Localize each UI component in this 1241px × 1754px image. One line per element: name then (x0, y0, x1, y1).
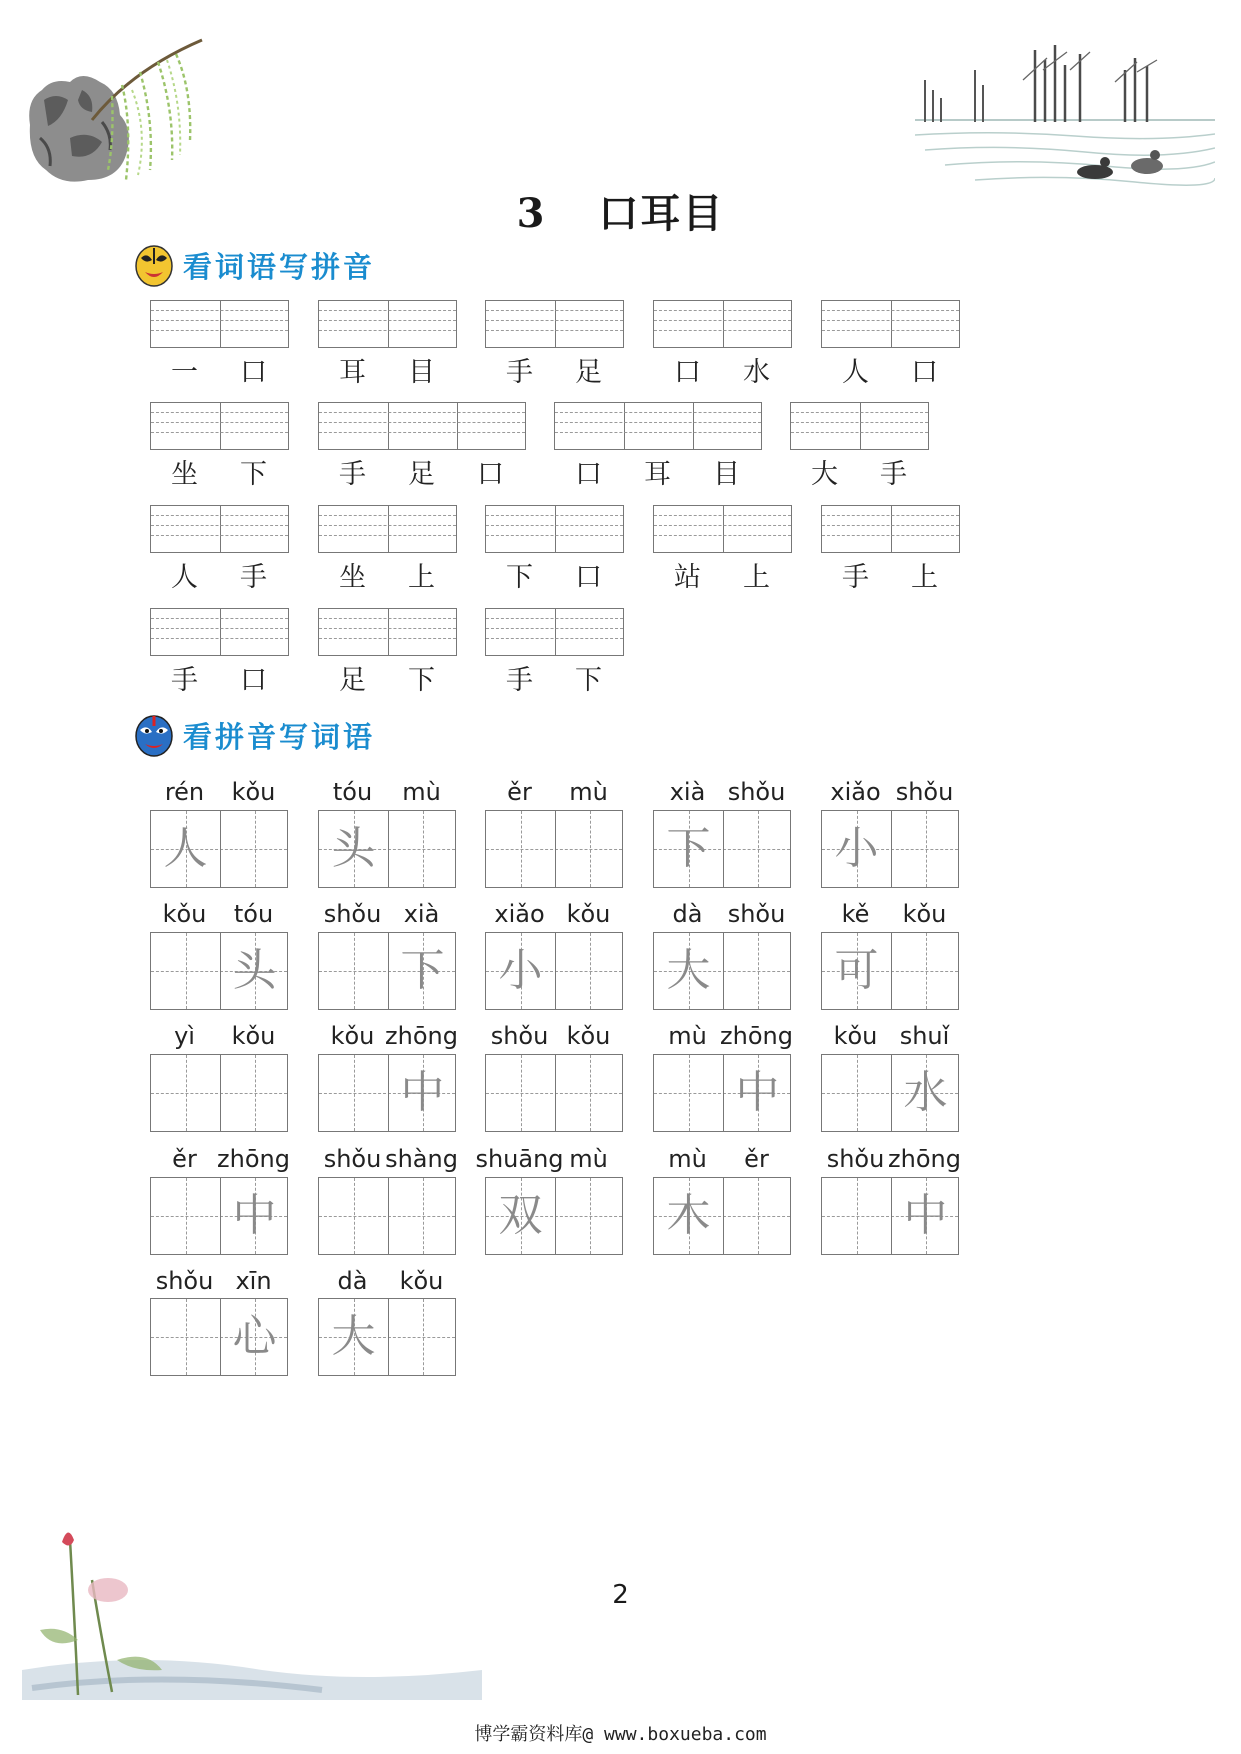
hint-character: 中 (903, 1190, 948, 1241)
rock-willow-painting (22, 30, 212, 190)
pinyin-label: zhōng (888, 1145, 961, 1173)
word-char: 手 (506, 665, 533, 696)
pinyin-answer-box[interactable] (821, 300, 960, 348)
pinyin-label: mù (569, 778, 608, 806)
word-char: 耳 (339, 357, 366, 388)
pinyin-label: xià (403, 900, 440, 928)
pinyin-label: rén (164, 778, 205, 806)
character-grid-box[interactable] (485, 810, 623, 888)
word-char: 下 (408, 665, 435, 696)
lesson-title: 口耳目 (598, 190, 725, 237)
pinyin-label: kǒu (902, 900, 947, 928)
pinyin-label: shǒu (323, 1145, 382, 1173)
hint-character: 木 (666, 1190, 711, 1241)
pinyin-label: kǒu (330, 1022, 375, 1050)
pinyin-label: mù (402, 778, 441, 806)
pinyin-label: shuāng (475, 1145, 564, 1173)
character-grid-box[interactable] (485, 1177, 623, 1255)
hint-character: 双 (498, 1190, 543, 1241)
pinyin-label: shàng (385, 1145, 458, 1173)
word-char: 足 (575, 357, 602, 388)
word-char: 上 (911, 562, 938, 593)
pinyin-label: tóu (233, 900, 274, 928)
character-grid-box[interactable] (150, 1298, 288, 1376)
character-grid-box[interactable] (150, 1177, 288, 1255)
section-header-2 (133, 710, 375, 760)
character-grid-box[interactable] (821, 1054, 959, 1132)
pinyin-label: xiǎo (830, 778, 881, 806)
word-char: 口 (911, 357, 938, 388)
pinyin-label: kǒu (566, 1022, 611, 1050)
word-char: 口 (674, 357, 701, 388)
hint-character: 中 (400, 1067, 445, 1118)
word-char: 口 (240, 665, 267, 696)
pinyin-label: zhōng (217, 1145, 290, 1173)
pinyin-label: kǒu (231, 778, 276, 806)
word-char: 足 (339, 665, 366, 696)
hint-character: 中 (232, 1190, 277, 1241)
character-grid-box[interactable] (318, 1298, 456, 1376)
word-char: 坐 (171, 459, 198, 490)
word-char: 目 (713, 459, 740, 490)
pinyin-label: shǒu (155, 1267, 214, 1295)
word-char: 手 (506, 357, 533, 388)
word-char: 足 (408, 459, 435, 490)
pinyin-label: dà (337, 1267, 368, 1295)
pinyin-label: mù (668, 1022, 707, 1050)
word-char: 口 (477, 459, 504, 490)
pinyin-answer-box[interactable] (318, 608, 457, 656)
character-grid-box[interactable] (318, 1054, 456, 1132)
character-grid-box[interactable] (821, 932, 959, 1010)
character-grid-box[interactable] (150, 1054, 288, 1132)
word-char: 手 (171, 665, 198, 696)
opera-mask-blue-icon (133, 712, 175, 758)
lesson-number: 3 (516, 190, 547, 237)
pinyin-label: kǒu (231, 1022, 276, 1050)
word-char: 下 (240, 459, 267, 490)
lotus-painting (22, 1520, 492, 1710)
hint-character: 可 (834, 945, 879, 996)
word-char: 目 (408, 357, 435, 388)
pinyin-label: shǒu (826, 1145, 885, 1173)
pinyin-label: kǒu (833, 1022, 878, 1050)
hint-character: 大 (331, 1311, 376, 1362)
hint-character: 下 (666, 823, 711, 874)
character-grid-box[interactable] (318, 1177, 456, 1255)
word-char: 口 (575, 459, 602, 490)
pinyin-answer-box[interactable] (318, 300, 457, 348)
pinyin-label: zhōng (720, 1022, 793, 1050)
character-grid-box[interactable] (150, 932, 288, 1010)
hint-character: 头 (232, 945, 277, 996)
hint-character: 心 (232, 1311, 277, 1362)
opera-mask-yellow-icon (133, 242, 175, 288)
pinyin-label: ěr (744, 1145, 769, 1173)
pinyin-label: kǒu (162, 900, 207, 928)
pinyin-answer-box[interactable] (653, 300, 792, 348)
pinyin-answer-box[interactable] (318, 402, 526, 450)
section-header-1 (133, 240, 375, 290)
word-char: 水 (743, 357, 770, 388)
pinyin-label: xīn (235, 1267, 272, 1295)
pinyin-answer-box[interactable] (485, 505, 624, 553)
word-char: 人 (171, 562, 198, 593)
hint-character: 大 (666, 945, 711, 996)
pinyin-answer-box[interactable] (318, 505, 457, 553)
word-char: 坐 (339, 562, 366, 593)
section-label-2: 看拼音写词语 (183, 719, 376, 754)
character-grid-box[interactable] (318, 810, 456, 888)
pinyin-label: dà (672, 900, 703, 928)
character-grid-box[interactable] (485, 1054, 623, 1132)
word-char: 手 (880, 459, 907, 490)
page-number: 2 (612, 1580, 629, 1610)
pinyin-label: mù (668, 1145, 707, 1173)
section-label-1: 看词语写拼音 (183, 249, 376, 284)
hint-character: 人 (163, 823, 208, 874)
character-grid-box[interactable] (821, 810, 959, 888)
pinyin-label: ěr (172, 1145, 197, 1173)
word-char: 站 (674, 562, 701, 593)
pinyin-answer-box[interactable] (790, 402, 929, 450)
word-char: 口 (575, 562, 602, 593)
character-grid-box[interactable] (653, 1054, 791, 1132)
pinyin-label: tóu (332, 778, 373, 806)
pinyin-label: shuǐ (899, 1022, 950, 1050)
hint-character: 小 (834, 823, 879, 874)
word-char: 耳 (644, 459, 671, 490)
hint-character: 水 (903, 1067, 948, 1118)
pinyin-answer-box[interactable] (150, 402, 289, 450)
character-grid-box[interactable] (653, 810, 791, 888)
pinyin-answer-box[interactable] (554, 402, 762, 450)
pinyin-label: kǒu (399, 1267, 444, 1295)
word-char: 上 (408, 562, 435, 593)
footer-watermark-text: 博学霸资料库@ www.boxueba.com (474, 1724, 767, 1745)
word-char: 上 (743, 562, 770, 593)
word-char: 人 (842, 357, 869, 388)
word-char: 一 (171, 357, 198, 388)
pinyin-label: yì (174, 1022, 195, 1050)
hint-character: 中 (735, 1067, 780, 1118)
pinyin-answer-box[interactable] (150, 300, 289, 348)
pinyin-label: shǒu (727, 778, 786, 806)
hint-character: 小 (498, 945, 543, 996)
pinyin-label: ěr (507, 778, 532, 806)
pinyin-label: shǒu (727, 900, 786, 928)
pinyin-label: mù (569, 1145, 608, 1173)
pinyin-label: kǒu (566, 900, 611, 928)
character-grid-box[interactable] (150, 810, 288, 888)
pinyin-label: zhōng (385, 1022, 458, 1050)
pinyin-answer-box[interactable] (150, 608, 289, 656)
word-char: 大 (811, 459, 838, 490)
character-grid-box[interactable] (653, 1177, 791, 1255)
hint-character: 下 (400, 945, 445, 996)
pinyin-answer-box[interactable] (150, 505, 289, 553)
pinyin-label: xiǎo (494, 900, 545, 928)
page-title (0, 182, 1241, 239)
word-char: 下 (506, 562, 533, 593)
pinyin-answer-box[interactable] (821, 505, 960, 553)
pinyin-answer-box[interactable] (653, 505, 792, 553)
pinyin-label: shǒu (323, 900, 382, 928)
word-char: 口 (240, 357, 267, 388)
pinyin-answer-box[interactable] (485, 608, 624, 656)
character-grid-box[interactable] (485, 932, 623, 1010)
word-char: 手 (842, 562, 869, 593)
pinyin-label: xià (669, 778, 706, 806)
hint-character: 头 (331, 823, 376, 874)
pinyin-answer-box[interactable] (485, 300, 624, 348)
character-grid-box[interactable] (653, 932, 791, 1010)
pinyin-label: shǒu (895, 778, 954, 806)
character-grid-box[interactable] (318, 932, 456, 1010)
pinyin-label: kě (841, 900, 870, 928)
pinyin-label: shǒu (490, 1022, 549, 1050)
word-char: 下 (575, 665, 602, 696)
word-char: 手 (339, 459, 366, 490)
word-char: 手 (240, 562, 267, 593)
character-grid-box[interactable] (821, 1177, 959, 1255)
